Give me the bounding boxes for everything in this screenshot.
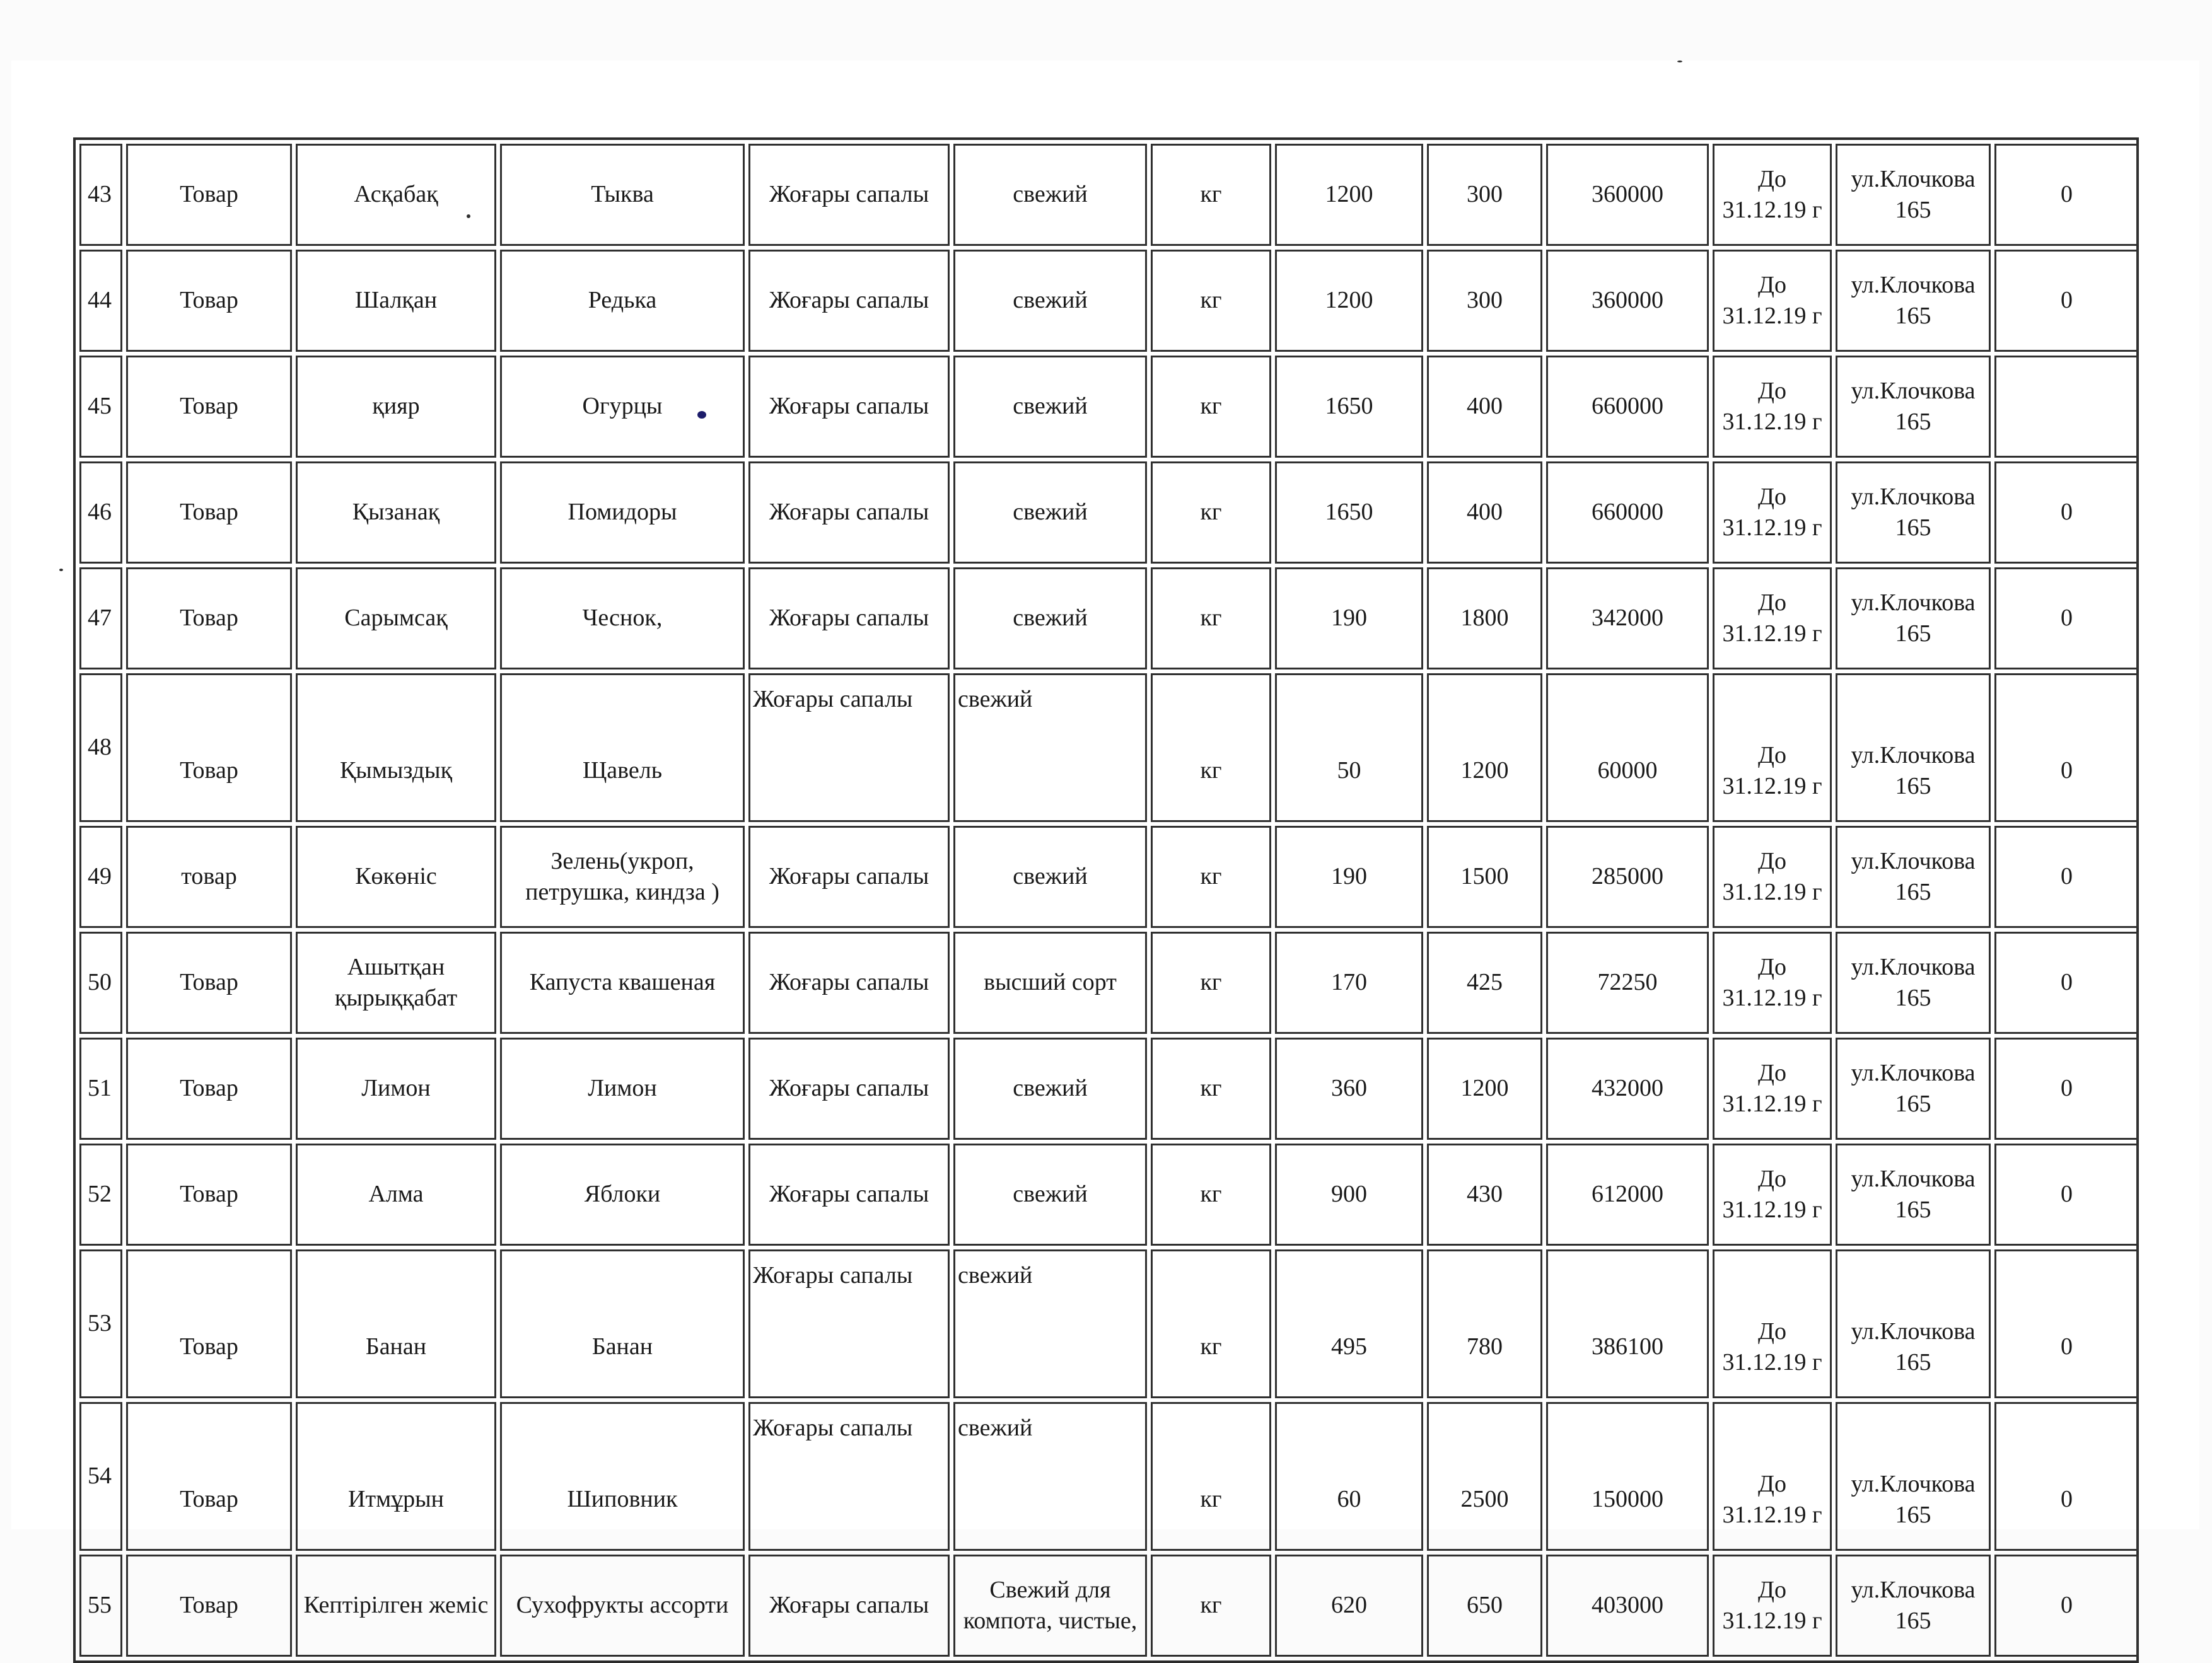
goods-table-body xyxy=(79,144,2139,1657)
cell-delivery-address: ул.Клочкова 165 xyxy=(1836,826,1991,928)
cell-name-russian: Сухофрукты ассорти xyxy=(500,1555,745,1657)
cell-delivery-address: ул.Клочкова 165 xyxy=(1836,1144,1991,1246)
cell-quality: Жоғары сапалы xyxy=(748,1038,950,1140)
cell-last-value: 0 xyxy=(1994,1402,2139,1551)
cell-quantity: 900 xyxy=(1275,1144,1423,1246)
cell-delivery-address: ул.Клочкова 165 xyxy=(1836,567,1991,669)
cell-state: свежий xyxy=(953,826,1147,928)
cell-item-type: Товар xyxy=(126,1038,292,1140)
cell-sum: 285000 xyxy=(1546,826,1709,928)
cell-delivery-address: ул.Клочкова 165 xyxy=(1836,932,1991,1034)
cell-sum: 386100 xyxy=(1546,1249,1709,1398)
cell-quality: Жоғары сапалы xyxy=(748,461,950,564)
cell-item-type: Товар xyxy=(126,250,292,352)
cell-unit: кг xyxy=(1151,356,1271,458)
cell-state: свежий xyxy=(953,461,1147,564)
cell-delivery-term: До 31.12.19 г xyxy=(1713,567,1832,669)
cell-last-value: 0 xyxy=(1994,826,2139,928)
cell-name-kazakh: Көкөніс xyxy=(296,826,496,928)
cell-quantity: 1650 xyxy=(1275,356,1423,458)
cell-unit: кг xyxy=(1151,144,1271,246)
cell-unit: кг xyxy=(1151,1144,1271,1246)
cell-unit: кг xyxy=(1151,1402,1271,1551)
scan-speck xyxy=(1677,61,1682,62)
table-row xyxy=(79,673,2139,822)
cell-sum: 660000 xyxy=(1546,356,1709,458)
cell-unit: кг xyxy=(1151,1038,1271,1140)
cell-delivery-address: ул.Клочкова 165 xyxy=(1836,1249,1991,1398)
cell-sum: 72250 xyxy=(1546,932,1709,1034)
cell-sum: 360000 xyxy=(1546,144,1709,246)
cell-name-russian: Капуста квашеная xyxy=(500,932,745,1034)
cell-name-russian: Тыква xyxy=(500,144,745,246)
cell-name-kazakh: Банан xyxy=(296,1249,496,1398)
cell-name-russian: Банан xyxy=(500,1249,745,1398)
cell-delivery-address: ул.Клочкова 165 xyxy=(1836,1555,1991,1657)
cell-quality: Жоғары сапалы xyxy=(748,1555,950,1657)
cell-unit: кг xyxy=(1151,461,1271,564)
cell-last-value: 0 xyxy=(1994,1038,2139,1140)
cell-row-number: 46 xyxy=(79,461,122,564)
table-row xyxy=(79,1555,2139,1657)
cell-sum: 342000 xyxy=(1546,567,1709,669)
cell-quality: Жоғары сапалы xyxy=(748,356,950,458)
cell-item-type: товар xyxy=(126,826,292,928)
cell-price: 425 xyxy=(1427,932,1542,1034)
cell-state: свежий xyxy=(953,1402,1147,1551)
cell-row-number: 55 xyxy=(79,1555,122,1657)
cell-price: 430 xyxy=(1427,1144,1542,1246)
table-row xyxy=(79,932,2139,1034)
cell-delivery-term: До 31.12.19 г xyxy=(1713,1555,1832,1657)
cell-name-kazakh: Итмұрын xyxy=(296,1402,496,1551)
goods-table-frame xyxy=(73,137,2139,1663)
cell-name-russian: Шиповник xyxy=(500,1402,745,1551)
cell-state: свежий xyxy=(953,1144,1147,1246)
cell-name-kazakh: Ашытқан қырыққабат xyxy=(296,932,496,1034)
cell-price: 1800 xyxy=(1427,567,1542,669)
goods-table xyxy=(76,140,2143,1660)
cell-sum: 60000 xyxy=(1546,673,1709,822)
cell-item-type: Товар xyxy=(126,567,292,669)
table-row xyxy=(79,461,2139,564)
cell-quantity: 620 xyxy=(1275,1555,1423,1657)
cell-state: Свежий для компота, чистые, xyxy=(953,1555,1147,1657)
cell-delivery-address: ул.Клочкова 165 xyxy=(1836,461,1991,564)
cell-last-value: 0 xyxy=(1994,932,2139,1034)
cell-state: свежий xyxy=(953,1249,1147,1398)
cell-quality: Жоғары сапалы xyxy=(748,250,950,352)
cell-state: свежий xyxy=(953,567,1147,669)
cell-name-kazakh: Алма xyxy=(296,1144,496,1246)
cell-quality: Жоғары сапалы xyxy=(748,826,950,928)
cell-row-number: 47 xyxy=(79,567,122,669)
cell-price: 400 xyxy=(1427,461,1542,564)
cell-quantity: 1200 xyxy=(1275,250,1423,352)
cell-quality: Жоғары сапалы xyxy=(748,144,950,246)
cell-name-kazakh: Қымыздық xyxy=(296,673,496,822)
cell-row-number: 54 xyxy=(79,1402,122,1551)
cell-price: 300 xyxy=(1427,250,1542,352)
cell-name-kazakh: Асқабақ xyxy=(296,144,496,246)
cell-row-number: 45 xyxy=(79,356,122,458)
cell-item-type: Товар xyxy=(126,932,292,1034)
cell-delivery-term: До 31.12.19 г xyxy=(1713,1249,1832,1398)
cell-price: 650 xyxy=(1427,1555,1542,1657)
cell-name-russian: Зелень(укроп, петрушка, киндза ) xyxy=(500,826,745,928)
cell-quantity: 1650 xyxy=(1275,461,1423,564)
cell-state: свежий xyxy=(953,144,1147,246)
cell-price: 1200 xyxy=(1427,673,1542,822)
cell-state: свежий xyxy=(953,673,1147,822)
cell-row-number: 50 xyxy=(79,932,122,1034)
cell-delivery-address: ул.Клочкова 165 xyxy=(1836,673,1991,822)
cell-sum: 660000 xyxy=(1546,461,1709,564)
cell-sum: 150000 xyxy=(1546,1402,1709,1551)
table-row xyxy=(79,1249,2139,1398)
cell-state: высший сорт xyxy=(953,932,1147,1034)
cell-last-value: 0 xyxy=(1994,1555,2139,1657)
cell-quality: Жоғары сапалы xyxy=(748,673,950,822)
table-row xyxy=(79,1402,2139,1551)
cell-quantity: 1200 xyxy=(1275,144,1423,246)
cell-sum: 612000 xyxy=(1546,1144,1709,1246)
cell-name-kazakh: Қызанақ xyxy=(296,461,496,564)
cell-name-russian: Редька xyxy=(500,250,745,352)
cell-last-value: 0 xyxy=(1994,673,2139,822)
cell-delivery-address: ул.Клочкова 165 xyxy=(1836,356,1991,458)
cell-unit: кг xyxy=(1151,932,1271,1034)
cell-item-type: Товар xyxy=(126,1555,292,1657)
cell-quantity: 360 xyxy=(1275,1038,1423,1140)
cell-unit: кг xyxy=(1151,250,1271,352)
cell-name-russian: Чеснок, xyxy=(500,567,745,669)
cell-name-kazakh: Лимон xyxy=(296,1038,496,1140)
cell-price: 780 xyxy=(1427,1249,1542,1398)
cell-quantity: 495 xyxy=(1275,1249,1423,1398)
table-row xyxy=(79,250,2139,352)
cell-quality: Жоғары сапалы xyxy=(748,567,950,669)
cell-unit: кг xyxy=(1151,567,1271,669)
cell-delivery-address: ул.Клочкова 165 xyxy=(1836,144,1991,246)
cell-name-kazakh: қияр xyxy=(296,356,496,458)
cell-delivery-term: До 31.12.19 г xyxy=(1713,1038,1832,1140)
cell-delivery-address: ул.Клочкова 165 xyxy=(1836,1038,1991,1140)
cell-row-number: 48 xyxy=(79,673,122,822)
cell-row-number: 49 xyxy=(79,826,122,928)
scan-speck xyxy=(467,214,470,218)
cell-delivery-term: До 31.12.19 г xyxy=(1713,1144,1832,1246)
cell-row-number: 51 xyxy=(79,1038,122,1140)
cell-name-kazakh: Кептірілген жеміс xyxy=(296,1555,496,1657)
table-row xyxy=(79,356,2139,458)
cell-unit: кг xyxy=(1151,826,1271,928)
cell-name-russian: Помидоры xyxy=(500,461,745,564)
cell-quality: Жоғары сапалы xyxy=(748,932,950,1034)
cell-row-number: 44 xyxy=(79,250,122,352)
cell-price: 400 xyxy=(1427,356,1542,458)
cell-last-value: 0 xyxy=(1994,144,2139,246)
cell-state: свежий xyxy=(953,1038,1147,1140)
cell-name-russian: Лимон xyxy=(500,1038,745,1140)
cell-quantity: 60 xyxy=(1275,1402,1423,1551)
table-row xyxy=(79,1144,2139,1246)
cell-quality: Жоғары сапалы xyxy=(748,1402,950,1551)
cell-row-number: 52 xyxy=(79,1144,122,1246)
cell-price: 1200 xyxy=(1427,1038,1542,1140)
cell-quantity: 190 xyxy=(1275,826,1423,928)
table-row xyxy=(79,144,2139,246)
cell-quantity: 50 xyxy=(1275,673,1423,822)
cell-state: свежий xyxy=(953,250,1147,352)
cell-item-type: Товар xyxy=(126,1144,292,1246)
cell-name-russian: Щавель xyxy=(500,673,745,822)
cell-last-value: 0 xyxy=(1994,461,2139,564)
cell-last-value: 0 xyxy=(1994,1249,2139,1398)
scan-speck xyxy=(59,569,63,571)
cell-item-type: Товар xyxy=(126,144,292,246)
cell-unit: кг xyxy=(1151,673,1271,822)
cell-quantity: 170 xyxy=(1275,932,1423,1034)
cell-last-value: 0 xyxy=(1994,1144,2139,1246)
cell-delivery-term: До 31.12.19 г xyxy=(1713,250,1832,352)
cell-name-russian: Огурцы xyxy=(500,356,745,458)
cell-last-value xyxy=(1994,356,2139,458)
cell-delivery-term: До 31.12.19 г xyxy=(1713,826,1832,928)
cell-item-type: Товар xyxy=(126,1402,292,1551)
cell-name-kazakh: Шалқан xyxy=(296,250,496,352)
cell-delivery-address: ул.Клочкова 165 xyxy=(1836,250,1991,352)
cell-delivery-term: До 31.12.19 г xyxy=(1713,356,1832,458)
cell-delivery-term: До 31.12.19 г xyxy=(1713,673,1832,822)
cell-item-type: Товар xyxy=(126,673,292,822)
cell-row-number: 53 xyxy=(79,1249,122,1398)
cell-unit: кг xyxy=(1151,1555,1271,1657)
cell-state: свежий xyxy=(953,356,1147,458)
cell-quality: Жоғары сапалы xyxy=(748,1144,950,1246)
cell-delivery-term: До 31.12.19 г xyxy=(1713,932,1832,1034)
cell-quantity: 190 xyxy=(1275,567,1423,669)
cell-sum: 403000 xyxy=(1546,1555,1709,1657)
cell-item-type: Товар xyxy=(126,461,292,564)
cell-name-russian: Яблоки xyxy=(500,1144,745,1246)
cell-delivery-address: ул.Клочкова 165 xyxy=(1836,1402,1991,1551)
cell-price: 300 xyxy=(1427,144,1542,246)
table-row xyxy=(79,826,2139,928)
cell-quality: Жоғары сапалы xyxy=(748,1249,950,1398)
cell-row-number: 43 xyxy=(79,144,122,246)
table-row xyxy=(79,1038,2139,1140)
cell-item-type: Товар xyxy=(126,1249,292,1398)
table-row xyxy=(79,567,2139,669)
cell-name-kazakh: Сарымсақ xyxy=(296,567,496,669)
cell-delivery-term: До 31.12.19 г xyxy=(1713,461,1832,564)
cell-last-value: 0 xyxy=(1994,567,2139,669)
cell-unit: кг xyxy=(1151,1249,1271,1398)
cell-item-type: Товар xyxy=(126,356,292,458)
cell-last-value: 0 xyxy=(1994,250,2139,352)
cell-delivery-term: До 31.12.19 г xyxy=(1713,144,1832,246)
cell-sum: 432000 xyxy=(1546,1038,1709,1140)
cell-price: 2500 xyxy=(1427,1402,1542,1551)
scan-speck xyxy=(697,411,706,419)
cell-sum: 360000 xyxy=(1546,250,1709,352)
cell-delivery-term: До 31.12.19 г xyxy=(1713,1402,1832,1551)
cell-price: 1500 xyxy=(1427,826,1542,928)
